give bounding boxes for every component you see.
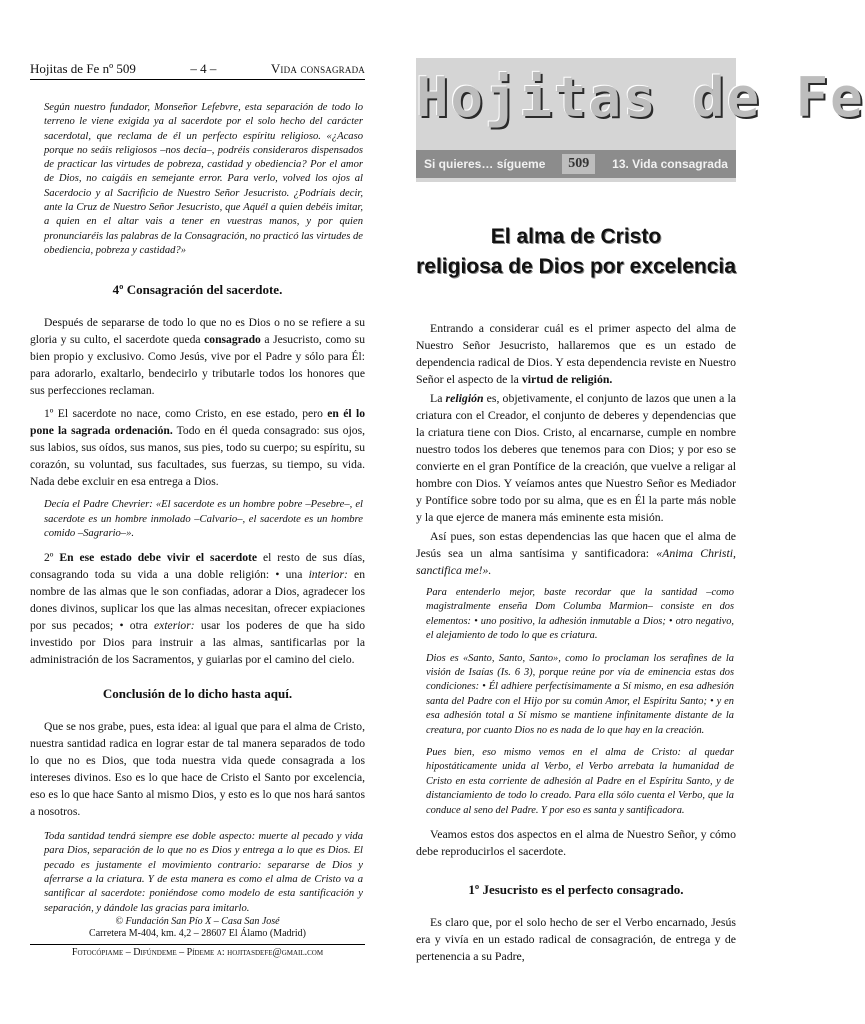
masthead-title: Hojitas de Fe [416,66,865,129]
paragraph-religion: La religión es, objetivamente, el conjunto de lazos que unen a la criatura con el Creador, el conjunto de deberes y dependencias que la criatura tiene con Dios. Cristo, al encarnarse, cumple en nombre nuestro todos los deberes que tenemos para con Dios; y por eso se convierte en el gran Pontífice de la creación, que vuelve a religar al hombre con Dios. Y veíamos antes que Nuestro Señor es Mediador y Pontífice sobre todo por su alma, que es en Él la parte más noble y la que ejerce de manera más eminente esta misión. [416,391,736,524]
masthead-tagline: Si quieres… sígueme [424,157,546,171]
paragraph-dos-aspectos: Veamos estos dos aspectos en el alma de Nuestro Señor, y cómo debe reproducirlos el sacerdote. [416,827,736,859]
masthead-issue: 13. Vida consagrada [612,157,728,171]
article-title-line1: El alma de Cristo [490,225,662,248]
heading-jesucristo: 1º Jesucristo es el perfecto consagrado. [468,882,684,898]
header-issue: Hojitas de Fe nº 509 [30,61,136,76]
page-header [30,58,365,80]
right-column [416,320,736,965]
chevrier-quote: Decía el Padre Chevrier: «El sacerdote es un hombre pobre –Pesebre–, el sacerdote es un hombre inmolado –Calvario–, el sacerdote es un hombre comido –Sagrario–». [44,499,363,539]
verbo-quote: Pues bien, eso mismo vemos en el alma de Cristo: al quedar hipostáticamente unida al Verbo, el Verbo arrebata la humanidad de Cristo en esta corriente de adhesión al Padre en el Espíritu Santo, y de distanciamiento de todo lo creado. Para ella sólo cuenta el Verbo, que la conduce al seno del Padre. Y por eso es santa y santificadora. [426,747,734,816]
paragraph-anima-christi: Así pues, son estas dependencias las que hacen que el alma de Jesús sea un alma santísima y santificadora: «Anima Christi, sanctifica me!». [416,529,736,577]
header-section: Vida consagrada [270,61,365,76]
masthead [416,58,865,182]
lefebvre-quote: Según nuestro fundador, Monseñor Lefebvre, esta separación de todo lo terreno le viene exigida ya al sacerdote por el solo hecho del carácter sacerdotal, que reclama de él un perfecto espíritu religioso. «¿Acaso porque no seáis religiosos –nos decía–, podréis consideraros dispensados de practicar las virtudes de pobreza, castidad y obediencia? Por el amor de Dios, no caigáis en semejante error. Para verlo, volved los ojos al Sacerdocio y al Sacrificio de Nuestro Señor Jesucristo. ¿Podríais decir, ante la Cruz de Nuestro Señor Jesucristo, que Aquél a quien debéis imitar, a quien en el altar vais a tener en vuestras manos, y por quien pronunciaréis las palabras de la Consagración, no practicó las virtudes de obediencia, pobreza y castidad?» [44,102,363,256]
santidad-quote: Toda santidad tendrá siempre ese doble aspecto: muerte al pecado y vida para Dios, separación de lo que no es Dios y entrega a lo que es Dios. El pecado es justamente el movimiento contrario: separarse de Dios y aferrarse a la criatura. Y de esta manera es como el alma de Cristo va a santificar al sacerdote: poniéndose como modelo de esta santificación y separación, y dándole las gracias para imitarlo. [44,831,363,914]
heading-consagracion: 4º Consagración del sacerdote. [112,282,283,298]
colophon-contact: Fotocópiame – Difúndeme – Pídeme a: hojitasdefe@gmail.com [71,947,324,958]
paragraph-verbo-encarnado: Es claro que, por el solo hecho de ser el Verbo encarnado, Jesús era y vivía en un estado radical de consagración, de entrega y de pertenencia a su Padre, [416,915,736,964]
santo-quote: Dios es «Santo, Santo, Santo», como lo proclaman los serafines de la visión de Isaías (Is. 6 3), porque reúne por vía de eminencia estas dos condiciones: • Él adhiere perfectísimamente a Sí mismo, en esa adhesión santa del Padre con el Hijo por su común Amor, el Espíritu Santo; • y en esa adhesión total a Sí mismo se mantiene infinitamente distante de la creatura, por cuanto Dios no es nada de lo que hay en la creación. [426,652,734,736]
paragraph-conclusion: Que se nos grabe, pues, esta idea: al igual que para el alma de Cristo, nuestra santidad radica en lograr estar de tal manera separados de todo lo que no es Dios, que toda nuestra vida quede consagrada a los intereses divinos. Eso es lo que hace de Cristo el Santo por excelencia, eso es lo que hace Santo al mismo Dios, y esto es lo que nos hará santos a nosotros. [30,720,365,819]
colophon [30,916,365,959]
left-column [30,101,365,916]
paragraph-doble-religion: 2º En ese estado debe vivir el sacerdote el resto de sus días, consagrando toda su vida a una doble religión: • una interior: en nombre de las almas que le son confiadas, adorar a Dios, agradecer los dones divinos, suplicar los que las almas necesitan, ofrecer expiaciones por sus pecados; • otra exterior: usar los poderes de que ha sido investido por Dios para instruir a las almas, santificarlas por la administración de los Sacramentos, y guiarlas por el camino del cielo. [30,551,366,667]
article-title [416,222,736,282]
colophon-divider [30,944,365,945]
colophon-address: Carretera M-404, km. 4,2 – 28607 El Álamo (Madrid) [89,928,306,939]
colophon-publisher: © Fundación San Pío X – Casa San José [115,916,280,927]
header-page-number: – 4 – [190,61,217,76]
masthead-number: 509 [562,154,595,174]
masthead-bar [416,150,736,178]
paragraph-consagrado: Después de separarse de todo lo que no es Dios o no se refiere a su gloria y su culto, el sacerdote queda consagrado a Jesucristo, como su bien propio y exclusivo. Como Jesús, vive por el Padre y sólo para Él: para adorarlo, exaltarlo, bendecirlo y tributarle todos los honores que sus perfecciones reclaman. [30,316,365,398]
article-title-line2: religiosa de Dios por excelencia [416,255,736,278]
paragraph-dependencia: Entrando a considerar cuál es el primer aspecto del alma de Nuestro Señor Jesucristo, hallaremos que es un estado de dependencia radical de Dios. Y esta dependencia reviste en Nuestro Señor el aspecto de la virtud de religión. [416,321,736,386]
marmion-quote: Para entenderlo mejor, baste recordar que la santidad –como magistralmente enseña Dom Columba Marmion– consiste en dos elementos: • uno positivo, la adhesión inmutable a Dios; • otro negativo, el alejamiento de todo lo que es criatura. [426,587,734,642]
paragraph-ordenacion: 1º El sacerdote no nace, como Cristo, en ese estado, pero en él lo pone la sagrada ordenación. Todo en él queda consagrado: sus ojos, sus labios, sus oídos, sus manos, sus pies, todo su cuerpo; su espíritu, su corazón, su voluntad, sus facultades, sus fuerzas, su tiempo, su vida. Nada debe excluir en esa entrega a Dios. [30,407,366,489]
heading-conclusion: Conclusión de lo dicho hasta aquí. [102,686,293,702]
